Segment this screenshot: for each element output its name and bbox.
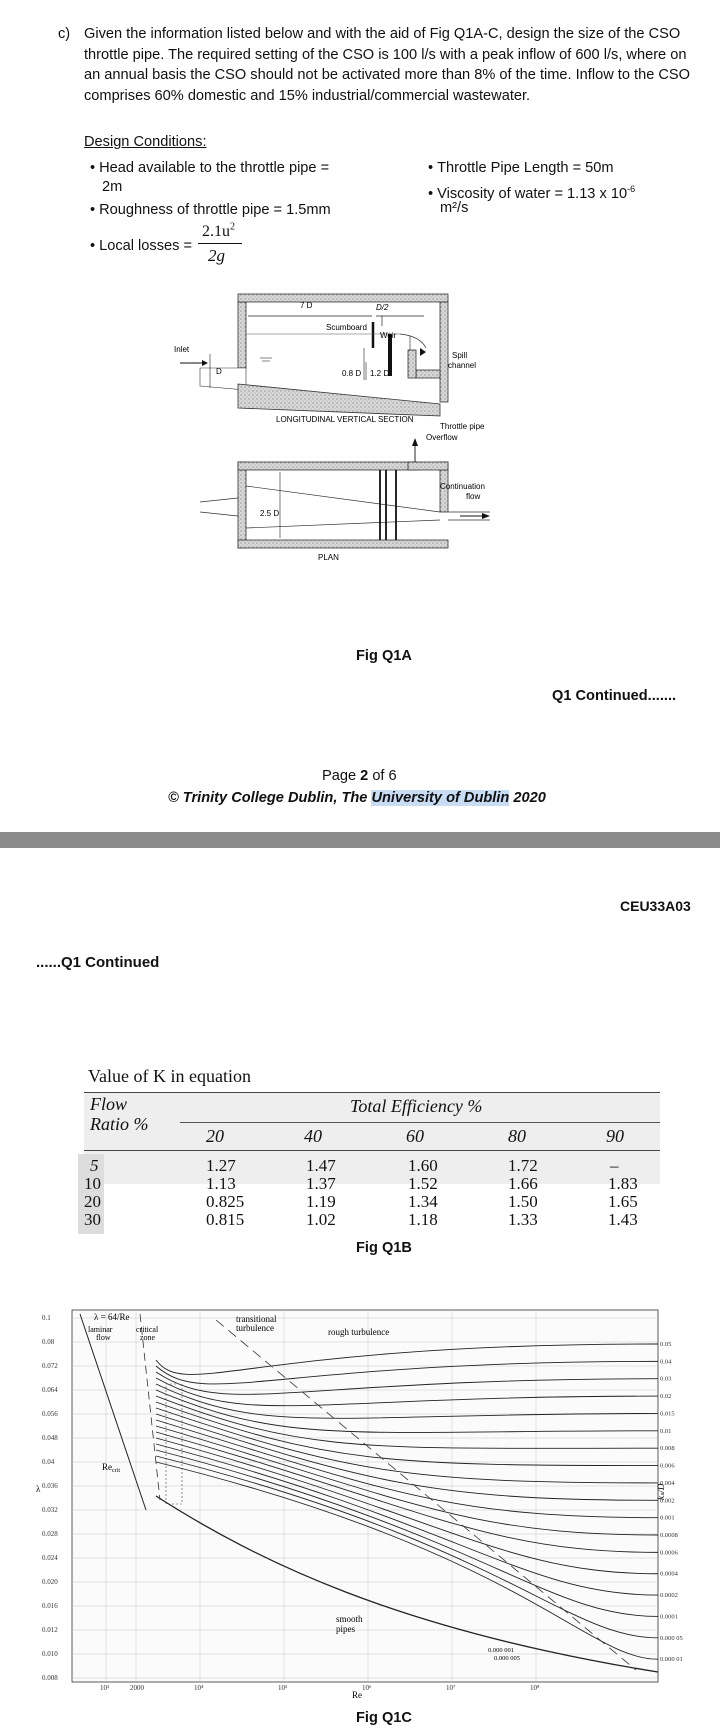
label-pipes: pipes (336, 1624, 355, 1634)
col-80: 80 (508, 1126, 526, 1146)
ks-tick-label: 0.0008 (660, 1532, 678, 1540)
local-loss-numerator (202, 223, 235, 240)
ks-tick-label: 0.000 05 (660, 1634, 683, 1642)
ks-axis-label: kₛ/D (656, 1483, 666, 1500)
k-cell: 1.33 (508, 1210, 538, 1229)
ks-tick-label: 0.000 01 (660, 1656, 683, 1664)
y-tick-label: 0.064 (42, 1386, 58, 1394)
page-separator (0, 832, 720, 848)
cond-roughness (90, 200, 331, 220)
question-text: Given the information listed below and with the aid of Fig Q1A-C, design the size of the CSO throttle pipe. The required setting of the CSO is 100 l/s with a peak inflow of 600 l/s, where on an annual basis the CSO should not be activated more than 8% of the time. Inflow to the CSO comprises 60% domestic and 15% industrial/commercial wastewater. (84, 26, 690, 104)
col-40: 40 (304, 1126, 322, 1146)
y-tick-label: 0.04 (42, 1458, 55, 1466)
y-tick-label: 0.1 (42, 1314, 51, 1322)
k-table-rule-mid (180, 1122, 660, 1123)
local-num-text: 2.1u (202, 223, 230, 241)
recrit-sub: crit (112, 1468, 120, 1474)
fig-q1a-diagram (174, 290, 550, 620)
cond-visc-exp: -6 (627, 184, 636, 194)
label-flow: flow (466, 492, 481, 501)
k-cell: 1.02 (306, 1210, 336, 1229)
cond-head-text: Head available to the throttle pipe = (99, 160, 330, 176)
ratio-20: 20 (84, 1192, 101, 1211)
label-inlet: Inlet (174, 345, 190, 354)
k-cell: 1.27 (206, 1156, 236, 1175)
q1-continued-top: Q1 Continued....... (552, 688, 677, 704)
page-num: 2 (360, 768, 369, 784)
longitudinal-section (174, 294, 485, 431)
y-tick-label: 0.020 (42, 1578, 58, 1586)
ks-tick-label: 0.03 (660, 1375, 672, 1383)
ks-tick-label: 0.015 (660, 1410, 675, 1418)
local-loss-fraction (202, 222, 235, 241)
k-cell: 1.72 (508, 1156, 538, 1175)
label-weir: Weir (380, 331, 397, 340)
k-cell: 1.65 (608, 1192, 638, 1211)
label-scumboard: Scumboard (326, 323, 367, 332)
cond-length (428, 158, 614, 178)
question-label: c) (58, 26, 71, 42)
ratio-5: 5 (90, 1156, 99, 1175)
cond-length-text: Throttle Pipe Length = 50m (437, 160, 614, 176)
k-cell: 0.815 (206, 1210, 245, 1229)
k-cell: 1.47 (306, 1156, 336, 1175)
y-tick-label: 0.032 (42, 1506, 58, 1514)
ks-tick-label: 0.001 (660, 1514, 675, 1522)
q1-continued-bottom: ......Q1 Continued (36, 954, 160, 971)
k-cell: 1.18 (408, 1210, 438, 1229)
ks-tick-label: 0.02 (660, 1393, 672, 1401)
dim-d2: D/2 (376, 303, 389, 312)
ks-tick-label: 0.002 (660, 1497, 675, 1505)
col-20: 20 (206, 1126, 224, 1146)
cond-head-value: 2m (102, 179, 123, 195)
x-tick-label: 10⁷ (446, 1684, 456, 1692)
k-cell: 1.83 (608, 1174, 638, 1193)
y-tick-label: 0.010 (42, 1650, 58, 1658)
k-cell: 1.19 (306, 1192, 336, 1211)
k-cell: 1.60 (408, 1156, 438, 1175)
k-table-rule-head (84, 1150, 660, 1151)
copyright (168, 790, 546, 806)
ks-tick-label: 0.01 (660, 1427, 672, 1435)
page-suffix: of 6 (368, 768, 397, 784)
ks-small-b: 0.000 005 (494, 1655, 520, 1662)
x-tick-label: 2000 (130, 1684, 144, 1692)
x-axis-label: Re (352, 1690, 362, 1700)
k-cell: 1.52 (408, 1174, 438, 1193)
cond-visc-text: Viscosity of water = 1.13 x 10 (437, 185, 628, 202)
course-code: CEU33A03 (620, 898, 691, 914)
label-transitional-turbulence: turbulence (236, 1323, 274, 1333)
question-c (58, 24, 690, 106)
label-critical-zone: zone (140, 1333, 156, 1342)
label-channel: channel (448, 361, 477, 370)
copyright-a: © Trinity College Dublin, The (168, 790, 372, 806)
design-conditions-title: Design Conditions: (84, 134, 207, 150)
x-tick-label: 10⁸ (530, 1684, 540, 1692)
row-header-ratio: Ratio % (90, 1114, 149, 1134)
y-tick-label: 0.016 (42, 1602, 58, 1610)
ks-tick-label: 0.008 (660, 1445, 675, 1453)
copyright-b: 2020 (509, 790, 546, 806)
page-number (322, 768, 397, 784)
plan-view (200, 433, 490, 562)
local-num-exp: 2 (230, 222, 235, 233)
k-value-table (84, 1058, 660, 1240)
y-tick-label: 0.036 (42, 1482, 58, 1490)
cond-head (90, 158, 329, 178)
col-90: 90 (606, 1126, 624, 1146)
fig-q1b-caption: Fig Q1B (356, 1240, 412, 1256)
x-tick-label: 10⁶ (362, 1684, 372, 1692)
ks-tick-label: 0.004 (660, 1479, 675, 1487)
k-cell: 1.66 (508, 1174, 538, 1193)
x-tick-label: 10⁴ (194, 1684, 204, 1692)
col-60: 60 (406, 1126, 424, 1146)
label-plan: PLAN (318, 553, 339, 562)
k-cell: – (610, 1156, 619, 1175)
label-continuation: Continuation (440, 482, 485, 491)
ratio-30: 30 (84, 1210, 101, 1229)
label-laminar-flow: flow (96, 1333, 111, 1342)
label-throttle-pipe: Throttle pipe (440, 422, 485, 431)
k-cell: 1.43 (608, 1210, 638, 1229)
y-tick-label: 0.024 (42, 1554, 58, 1562)
ks-tick-label: 0.0004 (660, 1570, 678, 1578)
y-tick-label: 0.012 (42, 1626, 58, 1634)
dim-08d: 0.8 D (342, 369, 362, 378)
cond-roughness-text: Roughness of throttle pipe = 1.5mm (99, 202, 331, 218)
row-header-flow: Flow (90, 1094, 128, 1114)
fig-q1c-caption: Fig Q1C (356, 1710, 412, 1726)
y-tick-label: 0.072 (42, 1362, 58, 1370)
label-longitudinal-section: LONGITUDINAL VERTICAL SECTION (276, 415, 414, 424)
ks-tick-label: 0.006 (660, 1462, 675, 1470)
label-overflow: Overflow (426, 433, 458, 442)
fig-q1a-caption: Fig Q1A (356, 648, 412, 664)
x-tick-label: 10³ (100, 1684, 110, 1692)
k-cell: 1.50 (508, 1192, 538, 1211)
ks-tick-label: 0.04 (660, 1358, 672, 1366)
page-prefix: Page (322, 768, 361, 784)
label-rough-turbulence: rough turbulence (328, 1327, 390, 1337)
k-table-title: Value of K in equation (88, 1066, 251, 1086)
label-critical: critical (136, 1325, 159, 1334)
ks-tick-label: 0.0002 (660, 1592, 678, 1600)
y-tick-label: 0.028 (42, 1530, 58, 1538)
x-tick-label: 10⁵ (278, 1684, 288, 1692)
ks-small-a: 0.000 001 (488, 1647, 514, 1654)
lambda-axis-label: λ (36, 1484, 41, 1494)
local-loss-denominator: 2g (208, 246, 225, 265)
col-header-efficiency: Total Efficiency % (350, 1096, 483, 1116)
y-tick-label: 0.048 (42, 1434, 58, 1442)
label-laminar: laminar (88, 1325, 113, 1334)
dim-25d: 2.5 D (260, 509, 280, 518)
ks-tick-label: 0.0001 (660, 1613, 678, 1621)
ratio-10: 10 (84, 1174, 101, 1193)
ks-tick-label: 0.05 (660, 1341, 672, 1348)
cond-viscosity-units: m²/s (440, 200, 469, 216)
fraction-bar (198, 243, 242, 244)
label-smooth: smooth (336, 1614, 363, 1624)
cond-local-text: Local losses = (99, 238, 192, 254)
k-table-rule-top (84, 1092, 660, 1093)
y-tick-label: 0.08 (42, 1338, 55, 1346)
k-cell: 1.13 (206, 1174, 236, 1193)
fig-q1c-moody-diagram (36, 1300, 696, 1700)
label-transitional: transitional (236, 1314, 277, 1324)
dim-12d: 1.2 D (370, 369, 390, 378)
label-laminar-eq: λ = 64/Re (94, 1312, 130, 1322)
recrit-text: Re (102, 1462, 112, 1472)
dim-7d: 7 D (300, 301, 313, 310)
label-spill: Spill (452, 351, 468, 360)
y-tick-label: 0.056 (42, 1410, 58, 1418)
k-cell: 0.825 (206, 1192, 245, 1211)
cond-local-losses (90, 236, 192, 256)
copyright-highlight: University of Dublin (371, 790, 510, 806)
y-tick-label: 0.008 (42, 1674, 58, 1682)
k-cell: 1.34 (408, 1192, 438, 1211)
dim-d: D (216, 367, 222, 376)
k-cell: 1.37 (306, 1174, 336, 1193)
ks-tick-label: 0.0006 (660, 1549, 678, 1557)
